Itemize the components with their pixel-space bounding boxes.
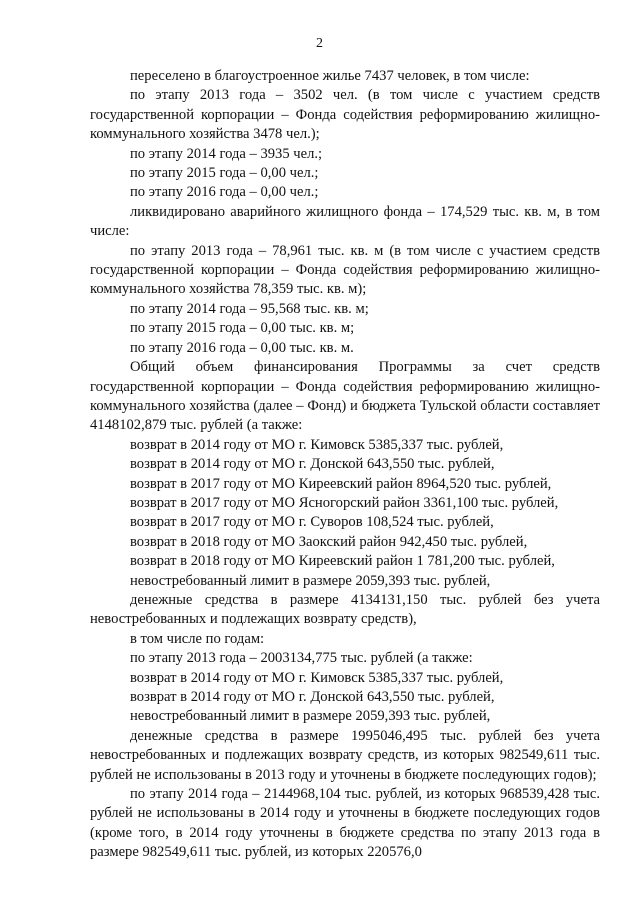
paragraph: возврат в 2014 году от МО г. Донской 643,550 тыс. рублей, [130, 456, 495, 473]
page-number: 2 [316, 36, 323, 51]
paragraph: по этапу 2013 года – 78,961 тыс. кв. м (в том числе с участием средств государственной корпорации – Фонда содействия реформированию жилищно-коммунального хозяйства 78,359 тыс. кв. м); [90, 242, 600, 298]
paragraph: возврат в 2018 году от МО Киреевский район 1 781,200 тыс. рублей, [130, 553, 555, 570]
paragraph: возврат в 2017 году от МО Ясногорский район 3361,100 тыс. рублей, [130, 494, 559, 511]
paragraph: по этапу 2016 года – 0,00 чел.; [130, 184, 319, 201]
paragraph: переселено в благоустроенное жилье 7437 человек, в том числе: [130, 68, 530, 84]
paragraph: возврат в 2018 году от МО Заокский район 942,450 тыс. рублей, [130, 533, 528, 550]
paragraph: возврат в 2014 году от МО г. Кимовск 5385,337 тыс. рублей, [130, 669, 504, 686]
paragraph: возврат в 2014 году от МО г. Кимовск 5385,337 тыс. рублей, [130, 436, 504, 453]
paragraph: ликвидировано аварийного жилищного фонда – 174,529 тыс. кв. м, в том числе: [90, 203, 600, 240]
paragraph: Общий объем финансирования Программы за счет средств государственной корпорации – Фонда содействия реформированию жилищно-коммунального хозяйства (далее – Фонд) и бюджета Тульской области составляет 4148102,879 тыс. рублей (а также: [90, 359, 600, 434]
paragraph: возврат в 2017 году от МО г. Суворов 108,524 тыс. рублей, [130, 514, 494, 531]
paragraph: по этапу 2016 года – 0,00 тыс. кв. м. [130, 339, 354, 356]
paragraph: по этапу 2013 года – 2003134,775 тыс. рублей (а также: [130, 650, 473, 667]
document-body [90, 67, 600, 863]
paragraph: по этапу 2015 года – 0,00 чел.; [130, 165, 319, 182]
paragraph: по этапу 2014 года – 3935 чел.; [130, 145, 323, 162]
paragraph: денежные средства в размере 4134131,150 тыс. рублей без учета невостребованных и подлежащих возврату средств), [90, 591, 600, 628]
paragraph: по этапу 2013 года – 3502 чел. (в том числе с участием средств государственной корпорации – Фонда содействия реформированию жилищно-коммунального хозяйства 3478 чел.); [90, 87, 600, 143]
paragraph: невостребованный лимит в размере 2059,393 тыс. рублей, [130, 708, 491, 725]
paragraph: по этапу 2014 года – 2144968,104 тыс. рублей, из которых 968539,428 тыс. рублей не использованы в 2014 году и уточнены в бюджете последующих годов (кроме того, в 2014 году уточнены в бюджете средства по этапу 2013 года в размере 982549,611 тыс. рублей, из которых 220576,0 [90, 786, 600, 861]
paragraph: по этапу 2015 года – 0,00 тыс. кв. м; [130, 320, 355, 337]
paragraph: в том числе по годам: [130, 630, 265, 647]
paragraph: денежные средства в размере 1995046,495 тыс. рублей без учета невостребованных и подлежащих возврату средств, из которых 982549,611 тыс. рублей не использованы в 2013 году и уточнены в бюджете последующих годов); [90, 727, 600, 783]
paragraph: по этапу 2014 года – 95,568 тыс. кв. м; [130, 300, 369, 317]
paragraph: невостребованный лимит в размере 2059,393 тыс. рублей, [130, 572, 491, 589]
paragraph: возврат в 2014 году от МО г. Донской 643,550 тыс. рублей, [130, 689, 495, 705]
paragraph: возврат в 2017 году от МО Киреевский район 8964,520 тыс. рублей, [130, 475, 552, 492]
